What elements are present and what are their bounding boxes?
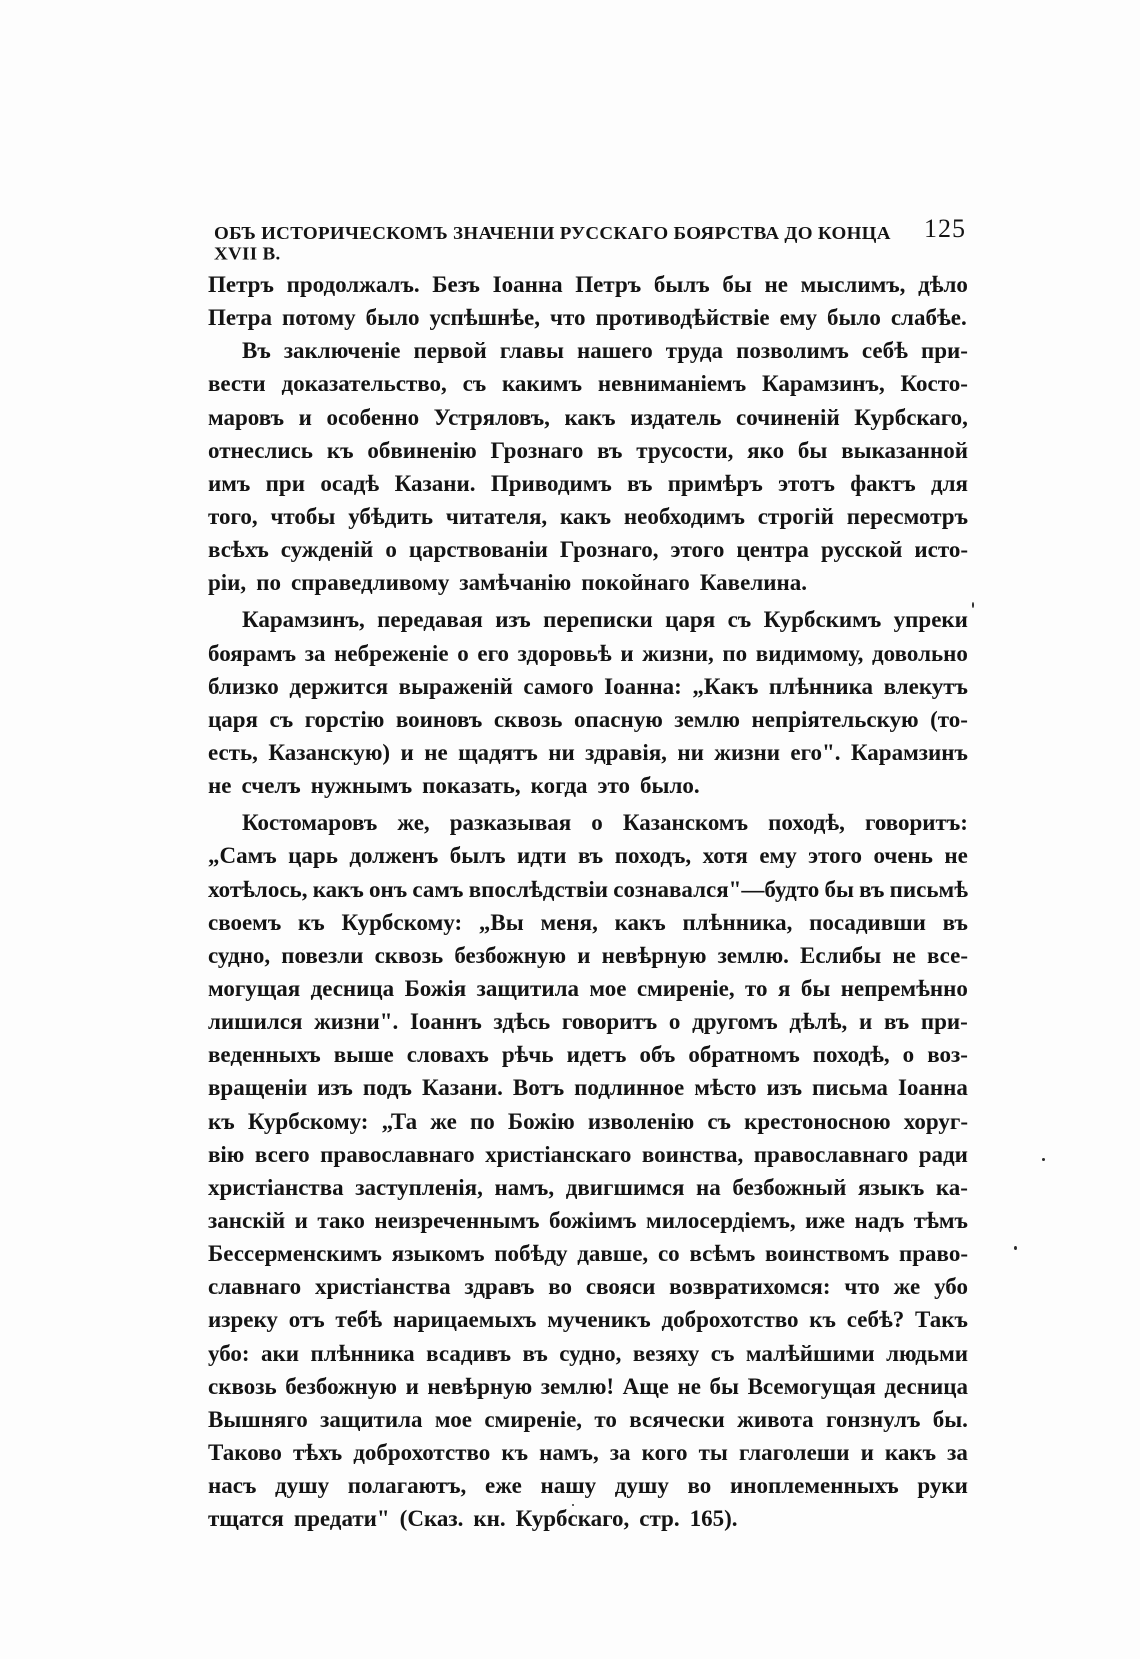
text-line: Карамзинъ, передавая изъ переписки царя съ Курбскимъ упреки (242, 607, 968, 633)
text-line: сквозь безбожную и невѣрную землю! Аще не бы Всемогущая десница (208, 1373, 968, 1399)
text-line: своемъ къ Курбскому: „Вы меня, какъ плѣнника, посадивши въ (208, 909, 968, 935)
text-line: изреку отъ тебѣ нарицаемыхъ мученикъ доброхотство къ себѣ? Такъ (208, 1307, 968, 1333)
text-line: того, чтобы убѣдить читателя, какъ необходимъ строгій пересмотръ (208, 503, 968, 529)
text-line: имъ при осадѣ Казани. Приводимъ въ примѣръ этотъ фактъ для (208, 470, 968, 496)
text-line: всѣхъ сужденій о царствованіи Грознаго, этого центра русской исто- (208, 537, 968, 563)
text-line: Вышняго защитила мое смиреніе, то всячески живота гонзнулъ бы. (208, 1406, 968, 1432)
text-line: есть, Казанскую) и не щадятъ ни здравія, ни жизни его". Карамзинъ (208, 739, 968, 765)
body-text (208, 268, 968, 1535)
text-line: Костомаровъ же, разказывая о Казанскомъ походѣ, говоритъ: (242, 810, 968, 836)
text-line: вращеніи изъ подъ Казани. Вотъ подлинное мѣсто изъ письма Іоанна (208, 1075, 968, 1101)
text-line: къ Курбскому: „Та же по Божію изволенію съ крестоносною хоруг- (208, 1108, 968, 1134)
scan-speck (1014, 1246, 1017, 1250)
text-line: тщатся предати" (Сказ. кн. Курбскаго, стр. 165). (208, 1506, 738, 1532)
text-line: лишился жизни". Іоаннъ здѣсь говоритъ о другомъ дѣлѣ, и въ при- (208, 1009, 968, 1035)
text-line: Въ заключеніе первой главы нашего труда позволимъ себѣ при- (242, 338, 968, 364)
text-line: занскій и тако неизреченнымъ божіимъ милосердіемъ, иже надъ тѣмъ (208, 1207, 968, 1233)
text-line: веденныхъ выше словахъ рѣчь идетъ объ обратномъ походѣ, о воз- (208, 1042, 968, 1068)
text-line: царя съ горстію воиновъ сквозь опасную землю непріятельскую (то- (208, 706, 968, 732)
text-line: судно, повезли сквозь безбожную и невѣрную землю. Еслибы не все- (208, 942, 968, 968)
text-line: славнаго христіанства здравъ во свояси возвратихомся: что же убо (208, 1274, 968, 1300)
running-header (214, 214, 966, 265)
text-line: маровъ и особенно Устряловъ, какъ издатель сочиненій Курбскаго, (208, 404, 968, 430)
text-line: убо: аки плѣнника всадивъ въ судно, везяху съ малѣйшими людьми (208, 1340, 968, 1366)
text-line: Таково тѣхъ доброхотство къ намъ, за кого ты глаголеши и какъ за (208, 1439, 968, 1465)
text-line: насъ душу полагаютъ, еже нашу душу во иноплеменныхъ руки (208, 1473, 968, 1499)
text-line: отнеслись къ обвиненію Грознаго въ трусости, яко бы выказанной (208, 437, 968, 463)
header-title: ОБЪ ИСТОРИЧЕСКОМЪ ЗНАЧЕНІИ РУССКАГО БОЯРСТВА ДО КОНЦА XVII В. (214, 224, 891, 265)
text-line: близко держится выраженій самого Іоанна: „Какъ плѣнника влекутъ (208, 673, 968, 699)
text-line: вести доказательство, съ какимъ невниманіемъ Карамзинъ, Косто- (208, 371, 968, 397)
text-line: Петръ продолжалъ. Безъ Іоанна Петръ былъ бы не мыслимъ, дѣло (208, 272, 968, 297)
text-line: ріи, по справедливому замѣчанію покойнаго Кавелина. (208, 570, 807, 596)
text-line: христіанства заступленія, намъ, двигшимся на безбожный языкъ ка- (208, 1174, 968, 1200)
text-line: боярамъ за небреженіе о его здоровьѣ и жизни, по видимому, довольно (208, 640, 968, 666)
text-line: хотѣлось, какъ онъ самъ впослѣдствіи сознавался"—будто бы въ письмѣ (208, 876, 968, 902)
page-number: 125 (924, 214, 966, 243)
text-line: Бессерменскимъ языкомъ побѣду давше, со всѣмъ воинствомъ право- (208, 1241, 968, 1267)
scan-speck (572, 1504, 574, 1506)
text-line: „Самъ царь долженъ былъ идти въ походъ, хотя ему этого очень не (208, 843, 968, 869)
text-line: не счелъ нужнымъ показать, когда это было. (208, 773, 700, 799)
text-line: могущая десница Божія защитила мое смиреніе, то я бы непремѣнно (208, 975, 968, 1001)
text-line: Петра потому было успѣшнѣе, что противодѣйствіе ему было слабѣе. (208, 305, 967, 331)
text-line: вію всего православнаго христіанскаго воинства, православнаго ради (208, 1141, 968, 1167)
scan-speck (972, 602, 974, 608)
scan-speck (1042, 1158, 1045, 1161)
